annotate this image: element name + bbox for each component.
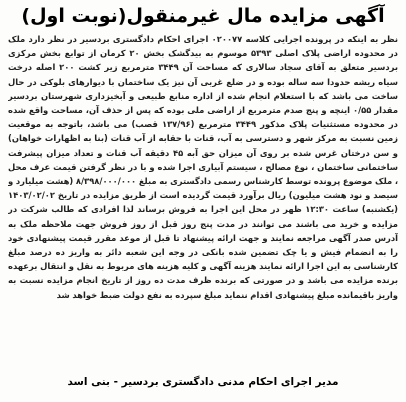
notice-body: نظر به اینکه در پرونده اجرایی کلاسه ۰۲۰۰۷۷ اجرای احکام دادگستری بردسیر در نظر دارد ملک در محدوده اراضی پلاک اصلی ۵۳۹۳ موسوم به بیدگشک بخش ۲۰ کرمان از توابع بخش مرکزی بردسیر متعلق به آقای سجاد سالاری که مساحت آن ۳۴۴۹ مترمربع زیر کشت ۲۰۰ اصله درخت سیاه ریشه حدودا سه ساله بوده و در ضلع غربی آن نیز یک ساختمان با دیوارهای بلوکی در حال ساخت می باشد که با استعلام انجام شده از اداره منابع طبیعی و آبخیزداری شهرستان بردسیر مقدار ۰/۵۵ اینچه و پنج صدم مترمربع از اراضی ملی بوده که پس از حذف آن، مساحت واقع شده در محدوده مستثنیات پلاک مذکور ۳۴۴۹ مترمربع (۱۳۷/۹۶ قصب) می باشد، باتوجه به موقعیت زمین نسبت به مرکز شهر و دسترسی به آب، قنات با حقابه از آب قنات (بنا به اظهارات خواهان) و سن درختان غرس شده بر روی آن میزان حق آبه ۴۵ دقیقه آب قنات و تعداد میزان پیشرفت ساختمانی ساختمان ، نوع مصالح ، سیستم آبیاری اجرا شده و با در نظر گرفتن قیمت عرف محل ، ملک موضوع پرونده توسط کارشناس رسمی دادگستری به مبلغ ۸/۳۹۸/۰۰۰/۰۰۰ (هشت میلیارد و سیصد و نود هشت میلیون) ریال برآورد قیمت گردیده است از طریق مزایده در تاریخ ۱۴۰۳/۰۲/۰۲ (یکشنبه) ساعت ۱۲:۳۰ ظهر در محل این اجرا به فروش برساند لذا افرادی که طالب شرکت در مزایده و خرید می باشند می توانند در مدت پنج روز قبل از روز فروش جهت ملاحظه ملک به آدرس صدر آگهی مراجعه نمایند و جهت ارائه پیشنهاد تا قبل از موعد مقرر قیمت پیشنهادی خود را به انضمام فیش و یا چک تضمین شده بانکی در وجه این شعبه دائر به واریز ده درصد مبلغ کارشناسی به این اجرا ارائه نمایند هزینه آگهی و کلیه هزینه های مربوط به نقل و انتقال برعهده برنده مزایده می باشد و در صورتی که برنده ظرف مدت ده روز از تاریخ انجام مزایده نسبت به واریز باقیمانده مبلغ پیشنهادی اقدام ننماید مبلغ سپرده به نفع دولت ضبط خواهد شد: [8, 34, 398, 300]
notice-title: آگهی مزایده مال غیرمنقول(نوبت اول): [21, 5, 385, 27]
notice-signature: مدیر اجرای احکام مدنی دادگستری بردسیر - بنی اسد: [67, 376, 339, 388]
